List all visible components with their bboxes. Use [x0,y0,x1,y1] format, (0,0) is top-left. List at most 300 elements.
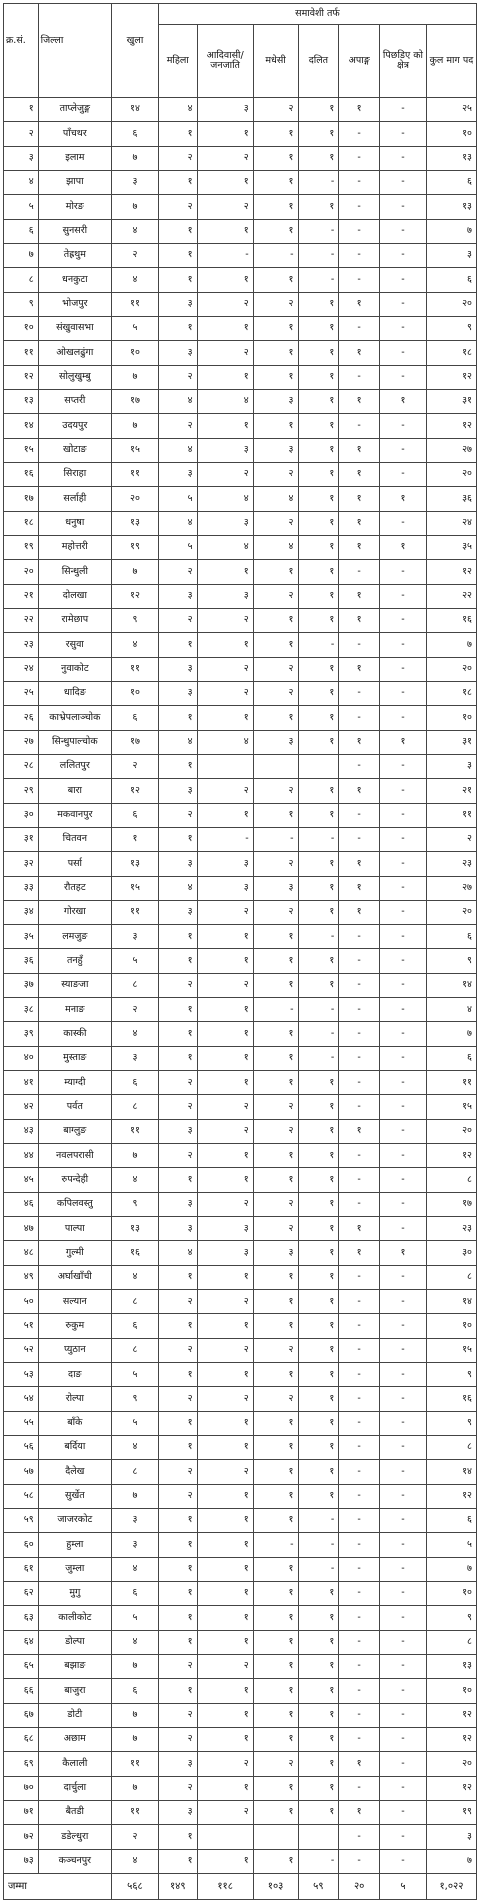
cell-open: १२ [112,779,159,803]
cell-sn: ४३ [4,1119,39,1143]
cell-sn: ६९ [4,1752,39,1776]
cell-total: ९ [426,949,476,973]
cell-women: ३ [158,657,197,681]
cell-madhesi: १ [253,1022,298,1046]
cell-sn: ४८ [4,1241,39,1265]
cell-madhesi: - [253,998,298,1022]
cell-total: २० [426,657,476,681]
table-row [4,1411,477,1435]
cell-total: २० [426,900,476,924]
cell-dalit: - [298,1022,339,1046]
cell-district: लमजुङ [38,925,111,949]
cell-district: रोल्पा [38,1387,111,1411]
cell-disabled: १ [339,730,380,754]
cell-women: १ [158,1679,197,1703]
cell-adivasi: ३ [197,1241,253,1265]
cell-sn: ४२ [4,1095,39,1119]
cell-total: २० [426,292,476,316]
table-row [4,414,477,438]
cell-women: १ [158,1582,197,1606]
cell-total: ८ [426,1630,476,1654]
cell-women: २ [158,803,197,827]
cell-adivasi: २ [197,900,253,924]
cell-women: २ [158,1387,197,1411]
header-dalit: दलित [298,25,339,98]
cell-district: पाँचथर [38,122,111,146]
cell-disabled: - [339,146,380,170]
cell-district: इलाम [38,146,111,170]
cell-adivasi: १ [197,414,253,438]
cell-open: ७ [112,1484,159,1508]
cell-district: हुम्ला [38,1533,111,1557]
cell-disabled: - [339,1411,380,1435]
cell-women: २ [158,1290,197,1314]
cell-district: अछाम [38,1727,111,1751]
posts-table [3,3,477,1900]
cell-madhesi [253,1825,298,1849]
cell-open: २ [112,754,159,778]
cell-women: १ [158,706,197,730]
cell-backward: - [380,1022,427,1046]
total-disabled: २० [339,1873,380,1899]
cell-open: ११ [112,1119,159,1143]
cell-backward: - [380,900,427,924]
cell-disabled: - [339,316,380,340]
cell-sn: ३५ [4,925,39,949]
cell-sn: ३८ [4,998,39,1022]
table-row [4,268,477,292]
table-row [4,1217,477,1241]
table-row [4,730,477,754]
cell-district: मुगु [38,1582,111,1606]
cell-total: ७ [426,633,476,657]
cell-backward: - [380,1606,427,1630]
cell-backward: १ [380,730,427,754]
cell-madhesi: १ [253,973,298,997]
cell-backward: - [380,98,427,122]
cell-backward: - [380,608,427,632]
cell-open: ४ [112,1022,159,1046]
cell-disabled: १ [339,1800,380,1824]
cell-district: कपिलवस्तु [38,1192,111,1216]
cell-open: ६ [112,1071,159,1095]
cell-open: १७ [112,389,159,413]
cell-adivasi: १ [197,1630,253,1654]
cell-open: ६ [112,803,159,827]
table-row [4,1338,477,1362]
cell-disabled: - [339,1022,380,1046]
cell-dalit: १ [298,1630,339,1654]
cell-sn: २२ [4,608,39,632]
cell-women: ४ [158,511,197,535]
cell-district: कैलाली [38,1752,111,1776]
cell-open: ८ [112,1460,159,1484]
cell-backward: - [380,1679,427,1703]
cell-sn: ५९ [4,1509,39,1533]
cell-total: १८ [426,341,476,365]
cell-district: कञ्चनपुर [38,1849,111,1873]
cell-district: सल्यान [38,1290,111,1314]
cell-madhesi: २ [253,1192,298,1216]
table-row [4,316,477,340]
cell-dalit: १ [298,341,339,365]
cell-open: ७ [112,1776,159,1800]
cell-total: १० [426,706,476,730]
cell-madhesi: १ [253,1849,298,1873]
cell-adivasi: १ [197,1265,253,1289]
cell-disabled: - [339,1460,380,1484]
cell-sn: १३ [4,389,39,413]
table-row [4,1752,477,1776]
cell-disabled: - [339,1095,380,1119]
cell-adivasi: १ [197,949,253,973]
cell-open: ८ [112,1338,159,1362]
cell-madhesi: २ [253,657,298,681]
cell-total: ३ [426,1825,476,1849]
cell-madhesi: १ [253,1776,298,1800]
cell-backward: - [380,584,427,608]
cell-disabled: १ [339,462,380,486]
table-row [4,1679,477,1703]
cell-district: सप्तरी [38,389,111,413]
cell-disabled: - [339,195,380,219]
cell-adivasi: १ [197,1411,253,1435]
cell-sn: ८ [4,268,39,292]
cell-women: २ [158,608,197,632]
cell-dalit: - [298,1046,339,1070]
cell-total: २३ [426,1217,476,1241]
table-row [4,1314,477,1338]
cell-disabled: - [339,1265,380,1289]
table-row [4,1776,477,1800]
cell-madhesi: १ [253,195,298,219]
cell-total: ६ [426,1509,476,1533]
cell-backward: - [380,122,427,146]
cell-dalit: १ [298,1071,339,1095]
cell-disabled: १ [339,657,380,681]
cell-backward: - [380,754,427,778]
cell-district: दोलखा [38,584,111,608]
cell-open: ८ [112,1095,159,1119]
cell-dalit: - [298,243,339,267]
cell-dalit: १ [298,535,339,559]
table-row [4,511,477,535]
cell-sn: ७ [4,243,39,267]
cell-adivasi: १ [197,1436,253,1460]
cell-women: २ [158,1338,197,1362]
cell-backward: - [380,1290,427,1314]
cell-dalit: १ [298,195,339,219]
cell-open: ३ [112,1509,159,1533]
cell-disabled: - [339,998,380,1022]
cell-disabled: - [339,1582,380,1606]
cell-madhesi: १ [253,1144,298,1168]
cell-dalit: १ [298,1144,339,1168]
cell-women: १ [158,1825,197,1849]
cell-dalit: १ [298,1192,339,1216]
cell-adivasi: १ [197,1144,253,1168]
cell-backward: - [380,292,427,316]
cell-open: ५ [112,1606,159,1630]
cell-dalit: - [298,268,339,292]
table-row [4,608,477,632]
cell-total: ७ [426,1557,476,1581]
cell-open: ३ [112,1046,159,1070]
cell-total: ८ [426,1168,476,1192]
cell-women: ३ [158,1800,197,1824]
cell-sn: ५१ [4,1314,39,1338]
cell-adivasi: १ [197,633,253,657]
cell-women: १ [158,122,197,146]
cell-adivasi: १ [197,316,253,340]
cell-disabled: १ [339,852,380,876]
cell-madhesi: १ [253,803,298,827]
cell-open: १२ [112,584,159,608]
table-footer [4,1873,477,1899]
cell-backward: - [380,1509,427,1533]
cell-open: २ [112,998,159,1022]
cell-total: ९ [426,1363,476,1387]
cell-district: मकवानपुर [38,803,111,827]
cell-women: १ [158,243,197,267]
cell-backward: - [380,1849,427,1873]
cell-sn: ४४ [4,1144,39,1168]
cell-dalit: १ [298,1582,339,1606]
cell-sn: ५ [4,195,39,219]
cell-disabled: - [339,1290,380,1314]
cell-district: रामेछाप [38,608,111,632]
cell-disabled: १ [339,341,380,365]
cell-total: ७ [426,1022,476,1046]
cell-sn: ५८ [4,1484,39,1508]
cell-backward: - [380,925,427,949]
table-row [4,560,477,584]
cell-adivasi: २ [197,681,253,705]
cell-open: ५ [112,316,159,340]
cell-madhesi: २ [253,462,298,486]
cell-madhesi: २ [253,1217,298,1241]
cell-backward: - [380,876,427,900]
cell-disabled: - [339,1338,380,1362]
cell-madhesi [253,754,298,778]
cell-women: ३ [158,292,197,316]
cell-dalit: १ [298,98,339,122]
cell-open: ८ [112,973,159,997]
cell-adivasi: ४ [197,730,253,754]
cell-open: १३ [112,1217,159,1241]
cell-disabled: - [339,1557,380,1581]
cell-district: अर्घाखाँची [38,1265,111,1289]
cell-district: सुनसरी [38,219,111,243]
cell-dalit: - [298,1509,339,1533]
cell-sn: ६४ [4,1630,39,1654]
cell-backward: - [380,1168,427,1192]
cell-women: २ [158,146,197,170]
cell-women: ५ [158,487,197,511]
cell-district: मोरङ [38,195,111,219]
table-row [4,1071,477,1095]
cell-backward: - [380,462,427,486]
cell-sn: ५७ [4,1460,39,1484]
cell-women: २ [158,1484,197,1508]
cell-open: ५ [112,1363,159,1387]
cell-madhesi: ३ [253,389,298,413]
cell-district: ओखलढुंगा [38,341,111,365]
cell-adivasi [197,754,253,778]
cell-madhesi: १ [253,925,298,949]
cell-backward: - [380,1800,427,1824]
cell-district: भोजपुर [38,292,111,316]
header-district: जिल्ला [38,4,111,98]
table-row [4,925,477,949]
cell-open: १ [112,827,159,851]
cell-women: १ [158,1849,197,1873]
table-row [4,876,477,900]
cell-sn: ६६ [4,1679,39,1703]
cell-madhesi: २ [253,900,298,924]
cell-backward: - [380,1265,427,1289]
cell-open: ११ [112,462,159,486]
cell-women: २ [158,1776,197,1800]
total-backward: ५ [380,1873,427,1899]
cell-open: ४ [112,1168,159,1192]
cell-district: बाजुरा [38,1679,111,1703]
cell-district: ताप्लेजुङ्ग [38,98,111,122]
cell-district: रसुवा [38,633,111,657]
cell-madhesi: २ [253,1095,298,1119]
table-row [4,438,477,462]
cell-sn: ७३ [4,1849,39,1873]
cell-open: २० [112,487,159,511]
cell-backward: - [380,1484,427,1508]
cell-open: ६ [112,1314,159,1338]
cell-women: १ [158,633,197,657]
cell-total: ७ [426,219,476,243]
cell-women: ३ [158,1217,197,1241]
cell-district: महोत्तरी [38,535,111,559]
total-sum: १,०२२ [426,1873,476,1899]
cell-madhesi: १ [253,365,298,389]
cell-disabled: - [339,243,380,267]
cell-dalit: - [298,925,339,949]
cell-madhesi: १ [253,608,298,632]
cell-madhesi: १ [253,633,298,657]
table-row [4,584,477,608]
cell-open: ४ [112,1436,159,1460]
cell-adivasi: १ [197,1071,253,1095]
table-row [4,1606,477,1630]
cell-backward: - [380,1314,427,1338]
cell-adivasi: २ [197,779,253,803]
cell-total: २४ [426,511,476,535]
cell-madhesi: ४ [253,487,298,511]
cell-adivasi: १ [197,1363,253,1387]
cell-dalit: - [298,998,339,1022]
cell-open: ४ [112,1849,159,1873]
cell-district: सिन्धुपाल्चोक [38,730,111,754]
cell-sn: ६७ [4,1703,39,1727]
cell-adivasi: ३ [197,876,253,900]
cell-madhesi: १ [253,1460,298,1484]
cell-dalit: १ [298,1119,339,1143]
cell-women: ४ [158,1241,197,1265]
cell-adivasi: १ [197,365,253,389]
cell-disabled: - [339,754,380,778]
cell-backward: - [380,852,427,876]
table-row [4,1192,477,1216]
cell-adivasi: १ [197,1022,253,1046]
cell-sn: ७२ [4,1825,39,1849]
cell-backward: - [380,1119,427,1143]
cell-district: ललितपुर [38,754,111,778]
cell-district: प्युठान [38,1338,111,1362]
cell-dalit: १ [298,1655,339,1679]
cell-disabled: - [339,1363,380,1387]
cell-women: १ [158,170,197,194]
total-label: जम्मा [4,1873,112,1899]
cell-district: खोटाङ [38,438,111,462]
cell-sn: १ [4,98,39,122]
cell-open: ७ [112,1655,159,1679]
cell-open: ११ [112,1752,159,1776]
cell-adivasi: १ [197,1046,253,1070]
cell-madhesi: १ [253,1265,298,1289]
cell-backward: - [380,146,427,170]
cell-disabled: - [339,925,380,949]
cell-madhesi: ३ [253,1241,298,1265]
table-row [4,1168,477,1192]
cell-total: ९ [426,316,476,340]
cell-disabled: १ [339,584,380,608]
cell-open: ६ [112,706,159,730]
table-row [4,1557,477,1581]
cell-open: ७ [112,1727,159,1751]
cell-madhesi: २ [253,779,298,803]
table-row [4,170,477,194]
cell-dalit: - [298,1557,339,1581]
cell-total: २ [426,827,476,851]
cell-women: २ [158,1727,197,1751]
cell-district: स्याङजा [38,973,111,997]
cell-women: ४ [158,730,197,754]
cell-sn: ६५ [4,1655,39,1679]
cell-women: २ [158,365,197,389]
cell-sn: ३ [4,146,39,170]
cell-madhesi: ३ [253,876,298,900]
cell-dalit: १ [298,1436,339,1460]
cell-dalit: १ [298,1800,339,1824]
cell-backward: - [380,633,427,657]
cell-disabled: - [339,1630,380,1654]
cell-sn: ५६ [4,1436,39,1460]
cell-disabled: - [339,1655,380,1679]
cell-madhesi: १ [253,1314,298,1338]
cell-madhesi: ३ [253,730,298,754]
cell-backward: - [380,681,427,705]
cell-dalit: १ [298,1727,339,1751]
cell-backward: - [380,1703,427,1727]
cell-total: १९ [426,1800,476,1824]
cell-district: डडेल्धुरा [38,1825,111,1849]
table-row [4,827,477,851]
cell-total: १६ [426,608,476,632]
cell-adivasi: १ [197,706,253,730]
cell-dalit: १ [298,292,339,316]
cell-sn: ७० [4,1776,39,1800]
cell-dalit: १ [298,608,339,632]
header-disabled: अपाङ्ग [339,25,380,98]
cell-district: मुस्ताङ [38,1046,111,1070]
